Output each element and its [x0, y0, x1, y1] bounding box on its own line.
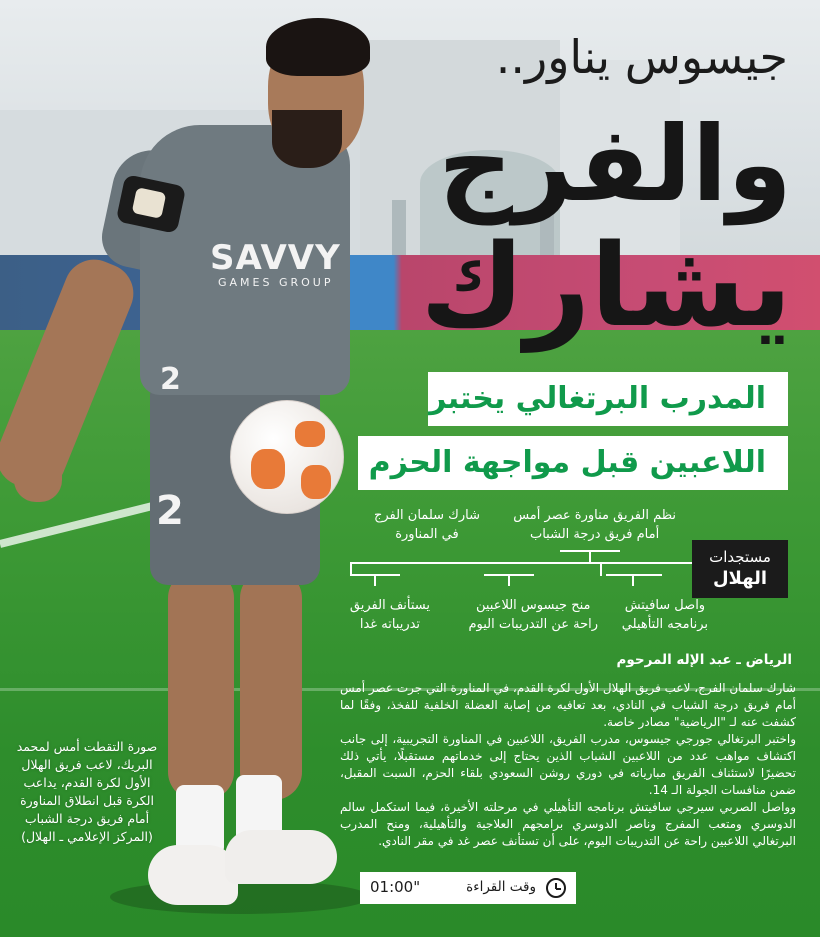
headline-line-1: والفرج — [438, 103, 792, 225]
article-byline: الرياض ـ عبد الإله المرحوم — [616, 652, 792, 668]
player-right-boot — [225, 830, 337, 884]
tree-connector — [374, 574, 376, 586]
tree-connector — [600, 562, 602, 576]
tree-node-bottom: واصل سافيتش برنامجه التأهيلي — [621, 598, 708, 632]
ball-patch — [295, 421, 325, 447]
tree-node-bottom: منح جيسوس اللاعبين راحة عن التدريبات اليوم — [468, 598, 598, 632]
caption-text: صورة التقطت أمس لمحمد البريك، لاعب فريق الهلال الأول لكرة القدم، يداعب الكرة قبل انطلاق المناورة أمام فريق درجة الشباب — [16, 739, 158, 826]
jersey-sponsor: SAVVY — [210, 238, 341, 278]
article-paragraph: شارك سلمان الفرج، لاعب فريق الهلال الأول لكرة القدم، في المناورة التي جرت عصر أمس أمام فريق درجة الشباب في النادي، بعد تعافيه من إصابة العضلة الخلفية للفخذ، وفقًا لما كشفت عنه لـ "الرياضية" مصادر خاصة. — [340, 681, 796, 729]
subtitle-1: المدرب البرتغالي يختبر — [428, 372, 788, 426]
player-right-leg — [240, 570, 302, 800]
reading-time-label: وقت القراءة — [466, 879, 536, 895]
article-paragraph: وواصل الصربي سيرجي سافيتش برنامجه التأهيلي في مرحلته الأخيرة، فيما استكمل سالم الدوسري ومتعب المفرج وناصر الدوسري برامجهم العلاجية والتأهيلية، ومنح المدرب البرتغالي اللاعبين راحة عن التدريبات اليوم، على أن تستأنف عصر غد في مقر النادي. — [340, 800, 796, 848]
headline-line-2: يشارك — [420, 219, 792, 352]
player-hair — [266, 18, 370, 76]
tree-connector — [589, 550, 591, 562]
article-paragraph: واختبر البرتغالي جورجي جيسوس، مدرب الفريق، اللاعبين في المناورة التجريبية، إلى جانب اكتشاف مواهب عدد من اللاعبين الشباب الذين يحتاج إلى خدماتهم مستقبلًا، يأتي ذلك تحضيرًا لاستئناف الفريق مبارياته في دوري روشن السعودي بلقاء الحزم، السبت المقبل، ضمن منافسات الجولة الـ 14. — [340, 732, 796, 797]
tree-connector — [350, 562, 694, 564]
headline-kicker: جيسوس يناور.. — [495, 30, 788, 84]
section-tag: مستجدات الهلال — [692, 540, 788, 598]
subtitle-2: اللاعبين قبل مواجهة الحزم — [358, 436, 788, 490]
jersey-number: 2 — [160, 362, 181, 397]
tree-node-bottom: يستأنف الفريق تدريباته غدا — [349, 598, 430, 632]
clock-icon — [546, 878, 566, 898]
reading-time-value: 01:00" — [370, 878, 421, 896]
reading-time-box — [360, 872, 576, 904]
article-body — [340, 680, 796, 850]
tree-connector — [508, 574, 510, 586]
ball-patch — [301, 465, 331, 499]
tree-connector — [606, 574, 662, 576]
football-icon — [230, 400, 344, 514]
jersey-sponsor-sub: GAMES GROUP — [218, 276, 334, 289]
ball-patch — [251, 449, 285, 489]
player-left-leg — [168, 570, 234, 800]
player-beard — [272, 110, 342, 168]
player-left-hand — [14, 440, 62, 502]
tree-node-top: نظم الفريق مناورة عصر أمس أمام فريق درجة الشباب — [513, 508, 676, 542]
photo-credit: (المركز الإعلامي ـ الهلال) — [21, 829, 153, 844]
shorts-number: 2 — [156, 488, 184, 534]
photo-caption — [12, 738, 162, 846]
tree-node-top: شارك سلمان الفرج في المناورة — [373, 508, 480, 542]
tree-connector — [632, 574, 634, 586]
